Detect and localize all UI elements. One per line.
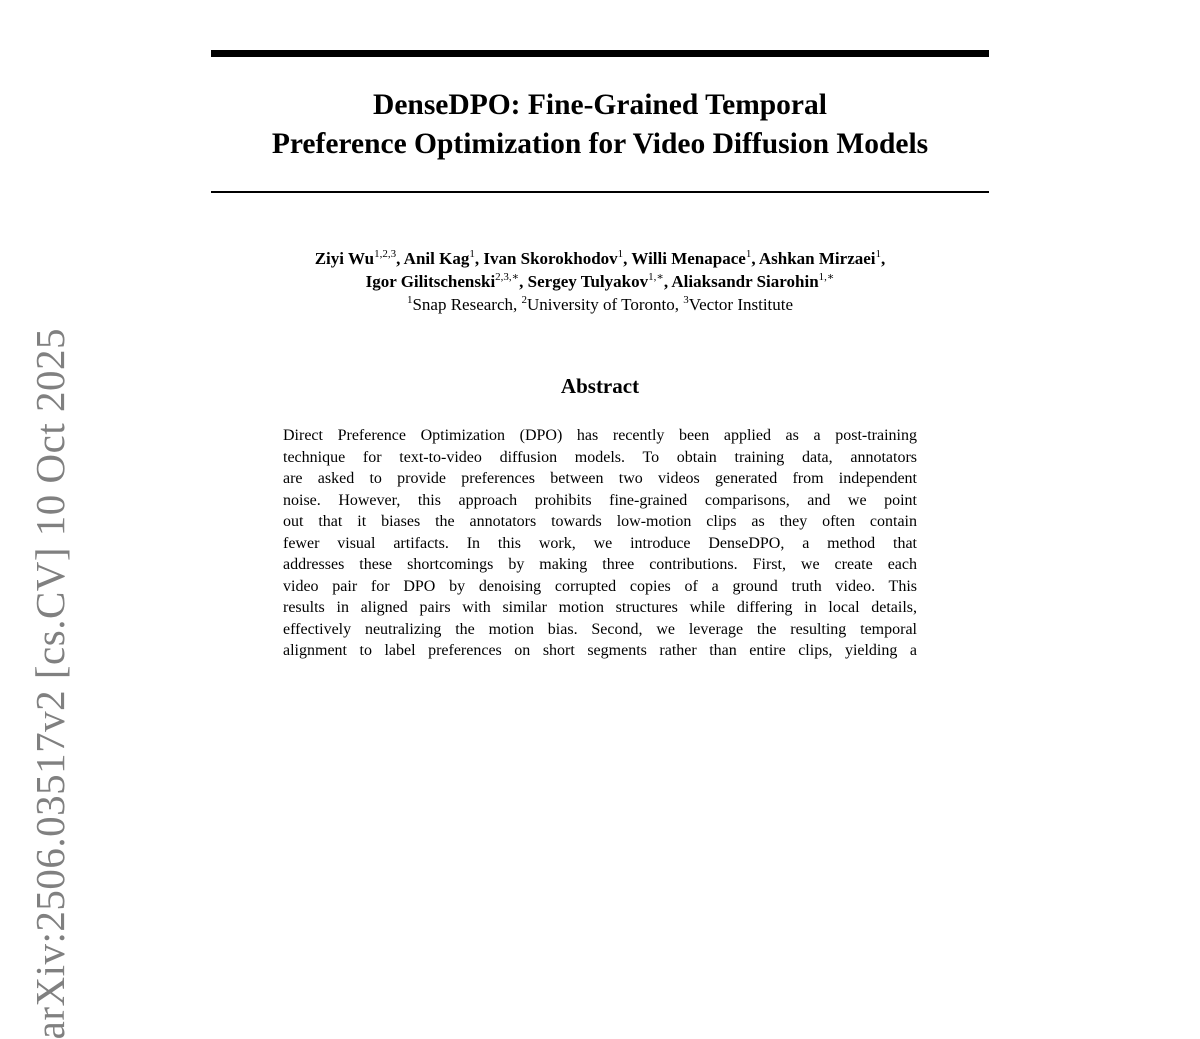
author-separator: , — [663, 272, 672, 291]
abstract-line: noise. However, this approach prohibits fine-grained comparisons, and we point — [283, 491, 917, 509]
affiliations-line — [200, 293, 1000, 316]
author-affiliation-mark: 1 — [745, 248, 752, 260]
author-affiliation-mark: 1,∗ — [648, 271, 664, 283]
author-affiliation-mark: 1 — [875, 248, 882, 260]
abstract-line: alignment to label preferences on short segments rather than entire clips, yielding a — [283, 642, 917, 659]
author-separator: , — [751, 249, 759, 268]
author-affiliation-mark: 2,3,∗ — [495, 271, 520, 283]
abstract-line: addresses these shortcomings by making three contributions. First, we create each — [283, 556, 917, 573]
author-name: Ziyi Wu — [314, 249, 375, 268]
abstract-body — [283, 425, 917, 662]
top-rule — [211, 50, 989, 57]
paper-title — [211, 86, 989, 164]
abstract-line: are asked to provide preferences between two videos generated from independent — [283, 470, 917, 487]
author-name: Anil Kag — [403, 249, 470, 268]
affiliation: Snap Research, — [412, 295, 522, 314]
title-bottom-rule — [211, 191, 989, 193]
author-line-2 — [200, 270, 1000, 293]
author-affiliation-mark: 1,2,3 — [374, 248, 397, 260]
affiliation-mark: 2 — [521, 294, 527, 306]
abstract-line: effectively neutralizing the motion bias. Second, we leverage the resulting temporal — [283, 620, 917, 638]
author-affiliation-mark: 1 — [469, 248, 475, 260]
author-name: Sergey Tulyakov — [527, 272, 649, 291]
abstract-line: technique for text-to-video diffusion models. To obtain training data, annotators — [283, 448, 917, 466]
abstract-heading: Abstract — [560, 374, 640, 398]
author-separator: , — [623, 249, 632, 268]
author-affiliation-mark: 1,∗ — [818, 271, 835, 283]
abstract-line: video pair for DPO by denoising corrupted copies of a ground truth video. This — [283, 577, 917, 595]
affiliation: University of Toronto, — [527, 295, 684, 314]
author-separator: , — [519, 272, 528, 291]
author-separator: , — [474, 249, 484, 268]
author-affiliation-mark: 1 — [617, 248, 624, 260]
author-name: Willi Menapace — [631, 249, 746, 268]
abstract-line: out that it biases the annotators towards low-motion clips as they often contain — [283, 513, 917, 530]
author-name: Ivan Skorokhodov — [483, 249, 618, 268]
author-separator: , — [396, 249, 404, 268]
author-name: Igor Gilitschenski — [365, 272, 496, 291]
author-name: Aliaksandr Siarohin — [671, 272, 819, 291]
title-line-2: Preference Optimization for Video Diffusion Models — [271, 128, 929, 160]
author-block — [200, 247, 1000, 316]
affiliation: Vector Institute — [688, 295, 794, 314]
abstract-line: results in aligned pairs with similar motion structures while differing in local details, — [283, 599, 917, 616]
abstract-line: Direct Preference Optimization (DPO) has recently been applied as a post-training — [283, 427, 917, 444]
author-name: Ashkan Mirzaei — [758, 249, 876, 268]
author-line-1 — [200, 247, 1000, 270]
affiliation-mark: 3 — [683, 294, 689, 306]
title-line-1: DenseDPO: Fine-Grained Temporal — [373, 89, 827, 121]
author-separator: , — [881, 249, 886, 268]
affiliation-mark: 1 — [406, 294, 413, 306]
abstract-line: fewer visual artifacts. In this work, we introduce DenseDPO, a method that — [283, 534, 917, 552]
arxiv-identifier-stamp: arXiv:2506.03517v2 [cs.CV] 10 Oct 2025 — [27, 328, 73, 1039]
